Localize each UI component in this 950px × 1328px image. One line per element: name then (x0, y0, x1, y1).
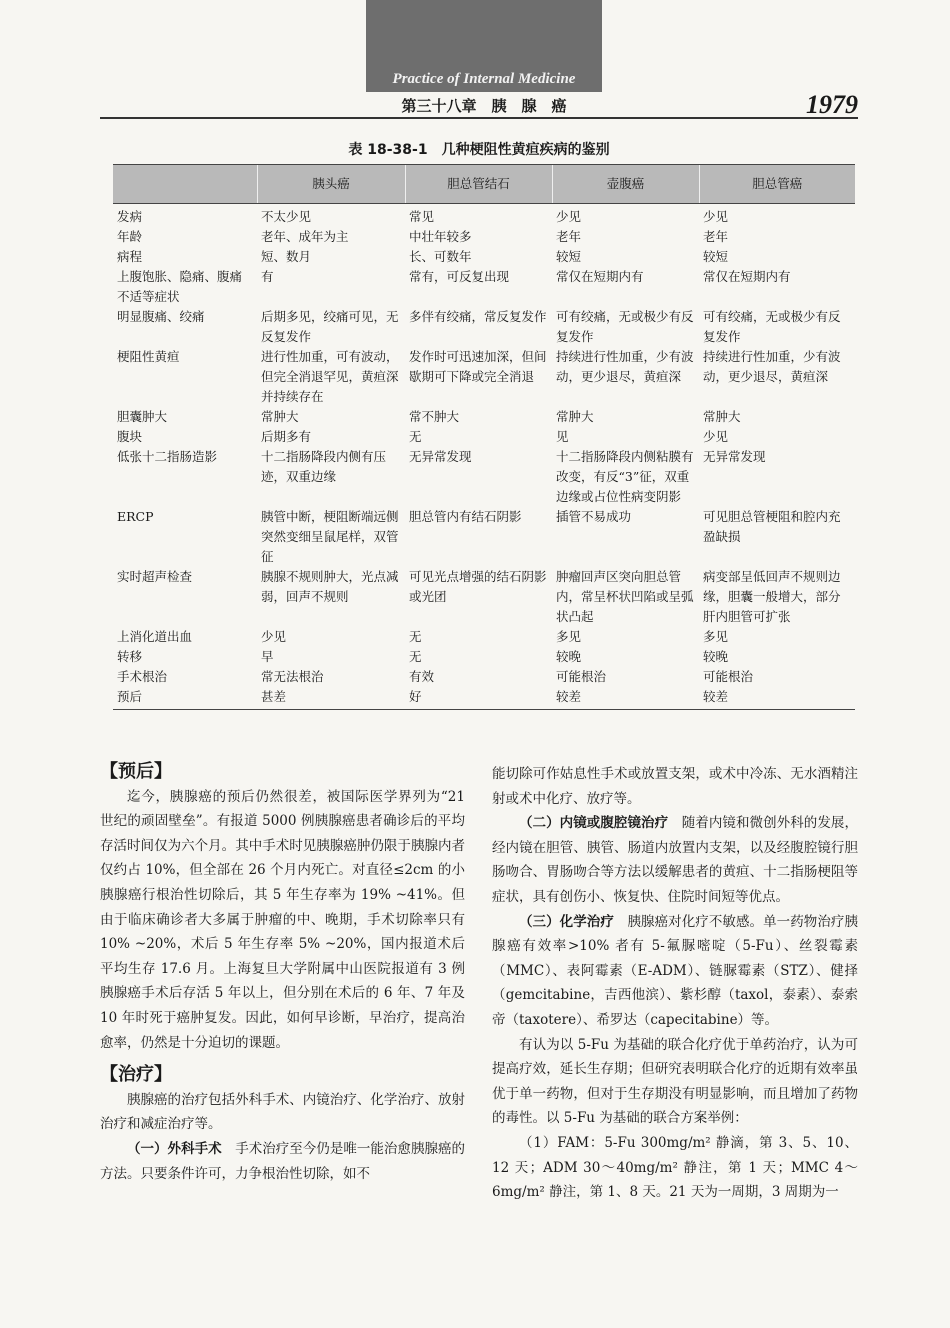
table-header-row (113, 165, 855, 204)
table-cell: 常肿大 (261, 409, 299, 424)
differential-table (113, 164, 855, 710)
table-cell: 较晚 (556, 649, 582, 664)
row-label: 腹块 (117, 429, 143, 444)
row-label: 年龄 (117, 229, 143, 244)
paragraph (492, 910, 858, 1033)
paragraph (492, 811, 858, 909)
table-row (113, 447, 855, 507)
table-row (113, 647, 855, 667)
table-cell: 常有，可反复出现 (409, 269, 510, 284)
table-row (113, 227, 855, 247)
paragraph: 能切除可作姑息性手术或放置支架，或术中冷冻、无水酒精注射或术中化疗、放疗等。 (492, 766, 858, 807)
chapter-title: 第三十八章 胰 腺 癌 (401, 97, 567, 115)
row-label: 预后 (113, 687, 257, 710)
table-cell: 甚差 (257, 687, 405, 710)
table-cell: 中壮年较多 (409, 229, 472, 244)
left-column (100, 760, 465, 1186)
table-cell: 少见 (556, 209, 582, 224)
table-row (113, 347, 855, 407)
table-cell: 无异常发现 (703, 449, 766, 464)
table-cell: 老年、成年为主 (261, 229, 349, 244)
header-band (366, 0, 602, 92)
table-caption: 表 18-38-1 几种梗阻性黄疸疾病的鉴别 (348, 142, 610, 158)
table-cell: 可能根治 (703, 669, 754, 684)
table-cell: 插管不易成功 (556, 509, 632, 524)
table-cell: 不太少见 (261, 209, 312, 224)
table-row (113, 507, 855, 567)
table-row (113, 247, 855, 267)
paragraph-text: 随着内镜和微创外科的发展，经内镜在胆管、胰管、肠道内放置内支架，以及经腹腔镜行胆肠吻合、胃肠吻合等方法以缓解患者的黄疸、十二指肠梗阻等症状，具有创伤小、恢复快、住院时间短等优点。 (492, 815, 858, 905)
table-cell: 可能根治 (556, 669, 607, 684)
row-label: 实时超声检查 (117, 569, 193, 584)
table-row (113, 267, 855, 307)
table-header-cell: 胰头癌 (257, 165, 405, 204)
table-cell: 后期多见，绞痛可见，无反复发作 (261, 309, 399, 344)
table-cell: 可有绞痛，无或极少有反复发作 (703, 309, 841, 344)
subheading-surgery: （一）外科手术 (127, 1140, 222, 1157)
table-cell: 老年 (556, 229, 582, 244)
right-column (492, 762, 858, 1205)
row-label: 梗阻性黄疸 (117, 349, 180, 364)
table-row (113, 627, 855, 647)
table-cell: 无异常发现 (409, 449, 472, 464)
table-cell: 胰管中断，梗阻断端远侧突然变细呈鼠尾样，双管征 (261, 509, 399, 564)
table-cell: 持续进行性加重，少有波动，更少退尽，黄疸深 (703, 349, 841, 384)
row-label: 病程 (117, 249, 143, 264)
table-cell: 多伴有绞痛，常反复发作 (409, 309, 547, 324)
table-cell: 常仅在短期内有 (556, 269, 644, 284)
table-body (113, 204, 855, 710)
table-cell: 十二指肠降段内侧有压迹，双重边缘 (261, 449, 387, 484)
table-cell: 有 (261, 269, 274, 284)
table-cell: 常仅在短期内有 (703, 269, 791, 284)
page-number: 1979 (806, 90, 858, 119)
table-cell: 多见 (556, 629, 582, 644)
table-row (113, 407, 855, 427)
table-row (113, 567, 855, 627)
table-cell: 较差 (552, 687, 699, 710)
row-label: 上消化道出血 (117, 629, 193, 644)
table-cell: 常无法根治 (261, 669, 324, 684)
table-cell: 十二指肠降段内侧粘膜有改变，有反“3”征，双重边缘或占位性病变阴影 (556, 449, 694, 504)
table-cell: 多见 (703, 629, 729, 644)
subheading-endoscopy: （二）内镜或腹腔镜治疗 (519, 815, 669, 832)
paragraph: （1）FAM：5-Fu 300mg/m² 静滴，第 3、5、10、12 天；ADM 30～40mg/m² 静注，第 1 天；MMC 4～6mg/m² 静注，第 1、8 天。21 天为一周期，3 周期为一 (492, 1134, 858, 1201)
table-cell: 常肿大 (556, 409, 594, 424)
table-cell: 见 (556, 429, 569, 444)
section-heading-treatment: 【治疗】 (100, 1064, 172, 1086)
paragraph: 胰腺癌的治疗包括外科手术、内镜治疗、化学治疗、放射治疗和减症治疗等。 (100, 1091, 465, 1133)
table-cell: 较差 (699, 687, 855, 710)
table-cell: 进行性加重，可有波动，但完全消退罕见，黄疸深并持续存在 (261, 349, 399, 404)
table-cell: 无 (409, 429, 422, 444)
table-cell: 发作时可迅速加深，但间歇期可下降或完全消退 (409, 349, 547, 384)
table-cell: 老年 (703, 229, 729, 244)
table-cell: 早 (261, 649, 274, 664)
table-header-cell (113, 165, 257, 204)
table-cell: 短、数月 (261, 249, 312, 264)
table-row (113, 687, 855, 710)
journal-name: Practice of Internal Medicine (392, 71, 576, 87)
table-cell: 少见 (703, 429, 729, 444)
header-rule (100, 117, 858, 119)
table-cell: 常肿大 (703, 409, 741, 424)
table-cell: 常不肿大 (409, 409, 460, 424)
row-label: 发病 (117, 209, 143, 224)
table-cell: 胰腺不规则肿大，光点减弱，回声不规则 (261, 569, 399, 604)
paragraph: 有认为以 5-Fu 为基础的联合化疗优于单药治疗，认为可提高疗效，延长生存期；但研究表明联合化疗的近期有效率虽优于单一药物，但对于生存期没有明显影响，而且增加了药物的毒性。以 5-Fu 为基础的联合方案举例： (492, 1036, 858, 1127)
table-cell: 少见 (261, 629, 287, 644)
table-cell: 持续进行性加重，少有波动，更少退尽，黄疸深 (556, 349, 694, 384)
table-cell: 病变部呈低回声不规则边缘，胆囊一般增大，部分肝内胆管可扩张 (703, 569, 841, 624)
table-cell: 无 (409, 629, 422, 644)
table-cell: 可有绞痛，无或极少有反复发作 (556, 309, 694, 344)
row-label: 明显腹痛、绞痛 (117, 309, 205, 324)
subheading-chemotherapy: （三）化学治疗 (519, 913, 614, 930)
table-cell: 较晚 (703, 649, 729, 664)
row-label: 手术根治 (117, 669, 168, 684)
table-header-cell: 胆总管结石 (405, 165, 552, 204)
table-row (113, 204, 855, 228)
row-label: 低张十二指肠造影 (117, 449, 218, 464)
table-header-cell: 壶腹癌 (552, 165, 699, 204)
section-heading-prognosis: 【预后】 (100, 761, 172, 782)
table-cell: 肿瘤回声区突向胆总管内，常呈杯状凹陷或呈弧状凸起 (556, 569, 694, 624)
table-cell: 较短 (703, 249, 729, 264)
table-row (113, 427, 855, 447)
paragraph-text: 手术治疗至今仍是唯一能治愈胰腺癌的方法。只要条件许可，力争根治性切除，如不 (100, 1140, 466, 1182)
table-row (113, 667, 855, 687)
row-label: 上腹饱胀、隐痛、腹痛不适等症状 (117, 269, 243, 304)
table-cell: 长、可数年 (409, 249, 472, 264)
paragraph-text: 胰腺癌对化疗不敏感。单一药物治疗胰腺癌有效率>10% 者有 5-氟脲嘧啶（5-Fu）、丝裂霉素（MMC）、表阿霉素（E-ADM）、链脲霉素（STZ）、健择（gemcitabine，吉西他滨）、紫杉醇（taxol，泰素）、泰索帝（taxotere）、希罗达（capecitabine）等。 (492, 913, 858, 1028)
table-cell: 少见 (703, 209, 729, 224)
table-cell: 可见胆总管梗阻和腔内充盈缺损 (703, 509, 841, 544)
row-label: 胆囊肿大 (117, 409, 168, 424)
table-cell: 后期多有 (261, 429, 312, 444)
table-header-cell: 胆总管癌 (699, 165, 855, 204)
row-label: 转移 (117, 649, 143, 664)
table-cell: 可见光点增强的结石阴影或光团 (409, 569, 547, 604)
table-cell: 好 (405, 687, 552, 710)
table-cell: 有效 (409, 669, 435, 684)
row-label: ERCP (117, 509, 154, 524)
table-cell: 常见 (409, 209, 435, 224)
paragraph: 迄今，胰腺癌的预后仍然很差，被国际医学界列为“21 世纪的顽固壁垒”。有报道 5000 例胰腺癌患者确诊后的平均存活时间仅为六个月。其中手术时见胰腺癌肿仍限于胰腺内者仅约占 10%，但全部在 26 个月内死亡。对直径≤2cm 的小胰腺癌行根治性切除后，其 5 年生存率为 19% ~41%。但由于临床确诊者大多属于肿瘤的中、晚期，手术切除率只有 10% ~20%，术后 5 年生存率 5% ~20%，国内报道术后平均生存 17.6 月。上海复旦大学附属中山医院报道有 3 例胰腺癌手术后存活 5 年以上，但分别在术后的 6 年、7 年及 10 年时死于癌肿复发。因此，如何早诊断，早治疗，提高治愈率，仍然是十分迫切的课题。 (100, 788, 465, 1051)
paragraph (100, 1137, 465, 1186)
table-cell: 较短 (556, 249, 582, 264)
table-cell: 胆总管内有结石阴影 (409, 509, 522, 524)
table-row (113, 307, 855, 347)
table-cell: 无 (409, 649, 422, 664)
